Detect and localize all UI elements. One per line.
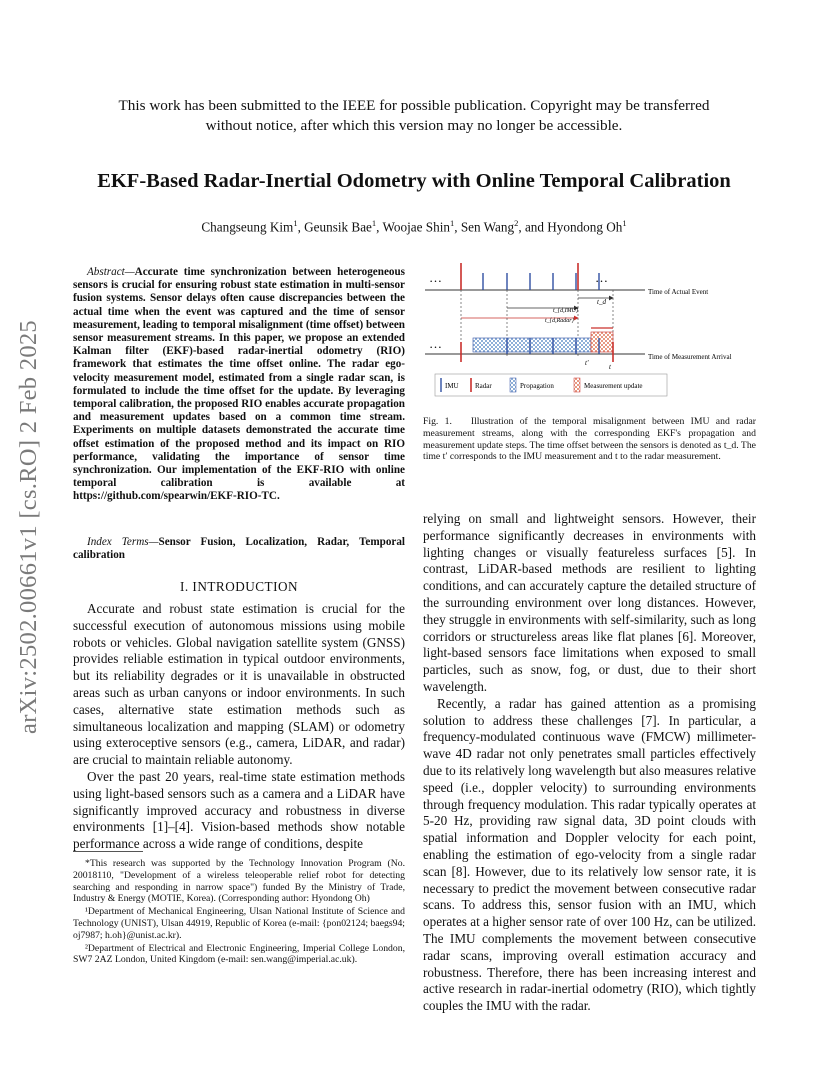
legend-update: Measurement update [584, 382, 643, 390]
label-actual-event: Time of Actual Event [648, 288, 709, 296]
paragraph: Over the past 20 years, real-time state estimation methods using light-based sensors such as a camera and a LiDAR have significantly improved accuracy and robustness in diverse environments [1]–[4]. Vision-based methods show notable performance across a wide range of conditions, despite [73, 768, 405, 852]
left-body [73, 601, 405, 853]
copyright-notice [60, 96, 768, 136]
label-td: t_d [597, 298, 606, 306]
legend-radar: Radar [475, 382, 492, 390]
right-body [423, 511, 756, 1015]
author-name: Hyondong Oh [547, 219, 623, 235]
footnote: ²Department of Electrical and Electronic Engineering, Imperial College London, SW7 2AZ London, United Kingdom (e-mail: sen.wang@imperial.ac.uk). [73, 942, 405, 966]
measurement-update-block [591, 332, 613, 352]
paragraph: Recently, a radar has gained attention as a promising solution to address these challenges [7]. In particular, a frequency-modulated continuous wave (FMCW) millimeter-wave 4D radar not only penetrates small particles effectively due to its relatively long wavelength but also measures relative speed (i.e., doppler velocity) to surrounding environments through frequency modulation. This radar typically operates at 5-20 Hz, providing raw signal data, 3D point clouds with spatial information and Doppler velocity for each point, enabling the estimation of ego-velocity from a single radar scan [8]. However, due to its relatively low sensor rate, it is necessary to predict the movement between consecutive radar scans. To address this, sensor fusion with an IMU, which operates at a higher sensor rate of over 100 Hz, can be utilized. The IMU complements the movement between consecutive radar scans, improving overall estimation accuracy and robustness. Therefore, there has been increasing interest and active research in radar-inertial odometry (RIO), which tightly couples the IMU with the radar. [423, 695, 756, 1014]
radar-ticks-top [461, 263, 578, 290]
footnote: ¹Department of Mechanical Engineering, Ulsan National Institute of Science and Technology (UNIST), Ulsan 44919, Republic of Korea (e-mail: {pon02124; baegs94; oj7987; h.oh}@unist.ac.kr). [73, 906, 405, 941]
footnotes [73, 858, 405, 967]
ellipsis-bottom: … [429, 336, 442, 351]
notice-line-2: without notice, after which this version may no longer be accessible. [205, 117, 623, 134]
notice-line-1: This work has been submitted to the IEEE for possible publication. Copyright may be transferred [118, 97, 710, 114]
paragraph: Accurate and robust state estimation is crucial for the successful execution of autonomous missions using mobile robots or vehicles. Global navigation satellite system (GNSS) provides reliable estimation in typical outdoor environments, but its reliability degrades or it is unavailable in obstructed areas such as urban canyons or indoor environments. In such cases, alternative state estimation methods such as simultaneous localization and mapping (SLAM) or odometry using exteroceptive sensors (e.g., camera, LiDAR, and radar) are crucial to maintain reliable autonomy. [73, 601, 405, 768]
footnote: *This research was supported by the Technology Innovation Program (No. 20018110, "Development of a wireless teleoperable relief robot for detecting searching and responding in narrow space") funded By the Ministry of Trade, Industry & Energy (MOTIE, Korea). (Corresponding author: Hyondong Oh) [73, 858, 405, 905]
section-heading: I. INTRODUCTION [179, 579, 299, 594]
index-terms-text: Sensor Fusion, Localization, Radar, Temporal calibration [73, 536, 405, 562]
label-t-prime: t' [585, 359, 589, 367]
author-list: Changseung Kim$^1$, Geunsik Bae$^1$, Woojae Shin$^1$, Sen Wang$^2$, and Hyondong Oh$^1$ [201, 218, 627, 235]
ellipsis-top: … [429, 270, 442, 285]
label-t: t [609, 363, 611, 371]
abstract-lead: Abstract [87, 266, 125, 278]
author-affiliation: 2 [514, 218, 519, 228]
index-terms-dash: — [148, 536, 159, 548]
footnote-rule [73, 851, 143, 852]
author-affiliation: 1 [449, 218, 455, 228]
arxiv-stamp [12, 292, 46, 762]
author-affiliation: 1 [622, 218, 627, 228]
index-terms-lead: Index Terms [87, 536, 149, 548]
legend-propagation: Propagation [520, 382, 554, 390]
paper-title: EKF-Based Radar-Inertial Odometry with Online Temporal Calibration [97, 170, 731, 192]
author-affiliation: 1 [371, 218, 377, 228]
author-name: Geunsik Bae [304, 219, 372, 235]
label-measurement-arrival: Time of Measurement Arrival [648, 353, 732, 361]
legend-imu: IMU [445, 382, 459, 390]
figure-timeline-diagram [423, 258, 756, 406]
caption-lead: Fig. 1. [423, 416, 452, 427]
paragraph: relying on small and lightweight sensors. However, their performance significantly decreases in environments with lighting changes or visually featureless surfaces [5]. In contrast, LiDAR-based methods are resilient to lighting conditions, and can accurately capture the detailed structure of the surrounding environment over long distances. However, they struggle in environments with self-similarity, such as long corridors or structureless areas like flat planes [6]. Moreover, light-based sensors face limitations when exposed to small particles, such as snow, fog, or dust, due to their short wavelength. [423, 511, 756, 694]
author-name: Changseung Kim [201, 219, 294, 235]
label-td-imu: t_{d,IMU} [553, 308, 579, 314]
caption-text: Illustration of the temporal misalignment between IMU and radar measurement streams, along with the corresponding EKF's propagation and measurement update steps. The time offset between the sensors is denoted as t_d. The time t′ corresponds to the IMU measurement and t to the radar measurement. [423, 416, 756, 463]
arxiv-id: arXiv:2502.00661v1 [cs.RO] 2 Feb 2025 [15, 320, 42, 734]
ellipsis-top-right: … [595, 270, 608, 285]
index-terms [73, 536, 405, 562]
figure-caption [423, 416, 756, 463]
imu-ticks-top [483, 273, 599, 290]
abstract-dash: — [124, 266, 135, 278]
abstract [73, 266, 405, 504]
label-td-radar: t_{d,Radar} [545, 318, 574, 324]
author-affiliation: 1 [293, 218, 298, 228]
author-name: Woojae Shin [382, 219, 450, 235]
abstract-text: Accurate time synchronization between heterogeneous sensors is crucial for ensuring robust state estimation in multi-sensor fusion systems. Sensor delays often cause discrepancies between the actual time when the event was captured and the time of sensor measurement, leading to temporal misalignment (time offset) between sensor measurement streams. In this paper, we propose an extended Kalman filter (EKF)-based radar-inertial odometry (RIO) framework that estimates the time offset online. The radar ego-velocity measurement model, estimated from a single radar scan, is formulated to include the time offset for the update. By leveraging temporal calibration, the proposed RIO enables accurate propagation and measurement updates based on a common time stream. Experiments on multiple datasets demonstrated the accurate time offset estimation of the proposed method and its impact on RIO performance, validating the importance of sensor time synchronization. Our implementation of the EKF-RIO with online temporal calibration is available at https://github.com/spearwin/EKF-RIO-TC. [73, 266, 405, 503]
propagation-block [473, 338, 591, 352]
author-name: Sen Wang [460, 219, 515, 235]
